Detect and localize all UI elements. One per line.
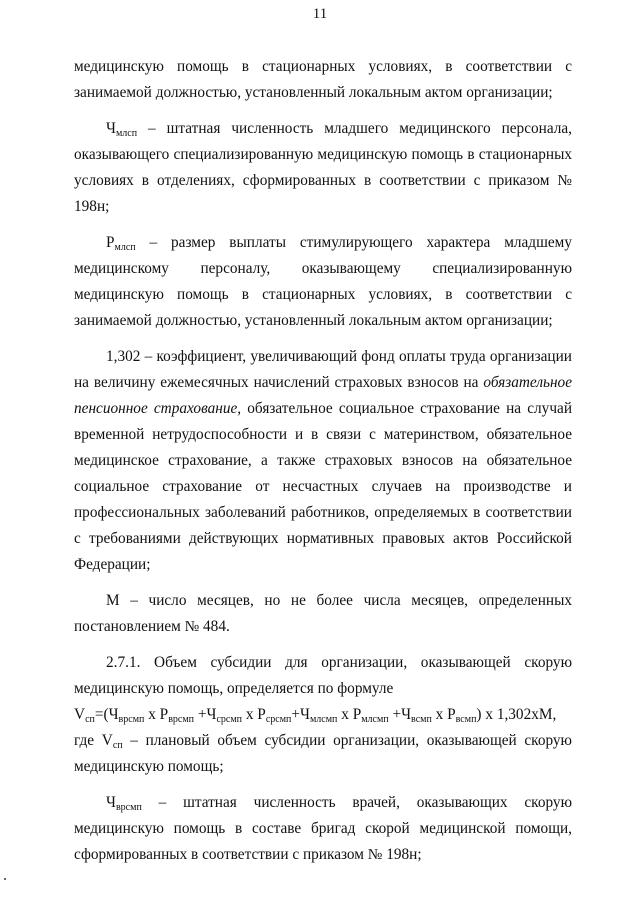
page-number: 11	[312, 6, 328, 22]
paragraph-1: медицинскую помощь в стационарных условиях, в соответствии с занимаемой должностью, установленный локальным актом организации;	[74, 58, 572, 101]
paragraph-ch-vrsmp: $Ч_{врсмп}$ – штатная численность врачей, оказывающих скорую медицинскую помощь в составе бригад скорой медицинской помощи, сформированных в соответствии с приказом № 198н;	[74, 794, 572, 863]
paragraph-coefficient: 1,302 – коэффициент, увеличивающий фонд оплаты труда организации на величину ежемесячных начислений страховых взносов на обязательное пенсионное страхование, обязательное социальное страхование на случай временной нетрудоспособности и в связи с материнством, обязательное медицинское страхование, а также страховых взносов на обязательное социальное страхование от несчастных случаев на производстве и профессиональных заболеваний работников, определяемых в соответствии с требованиями действующих нормативных правовых актов Российской Федерации;	[74, 348, 572, 573]
paragraph-2-7-1: 2.7.1. Объем субсидии для организации, оказывающей скорую медицинскую помощь, определяется по формуле	[74, 654, 572, 697]
paragraph-r-mlsp: $Р_{млсп}$ – размер выплаты стимулирующего характера младшему медицинскому персоналу, оказывающему специализированную медицинскую помощь в стационарных условиях, в соответствии с занимаемой должностью, установленный локальным актом организации;	[74, 234, 572, 329]
scan-mark	[4, 878, 6, 880]
paragraph-where-vsp: где $V_{сп}$ – плановый объем субсидии организации, оказывающей скорую медицинскую помощь;	[74, 732, 572, 775]
paragraph-ch-mlsp: $Ч_{млсп}$ – штатная численность младшего медицинского персонала, оказывающего специализированную медицинскую помощь в стационарных условиях в отделениях, сформированных в соответствии с приказом № 198н;	[74, 120, 572, 215]
document-body	[74, 54, 572, 868]
paragraph-months: М – число месяцев, но не более числа месяцев, определенных постановлением № 484.	[74, 592, 572, 635]
formula: $V_{сп}=(Ч_{врсмп}$ х $Р_{врсмп} +Ч_{срсмп}$ х $Р_{срсмп}+Ч_{млсмп}$ х $Р_{млсмп} +Ч_{всмп}$ х $Р_{всмп}$) х 1,302хМ,	[74, 706, 557, 725]
